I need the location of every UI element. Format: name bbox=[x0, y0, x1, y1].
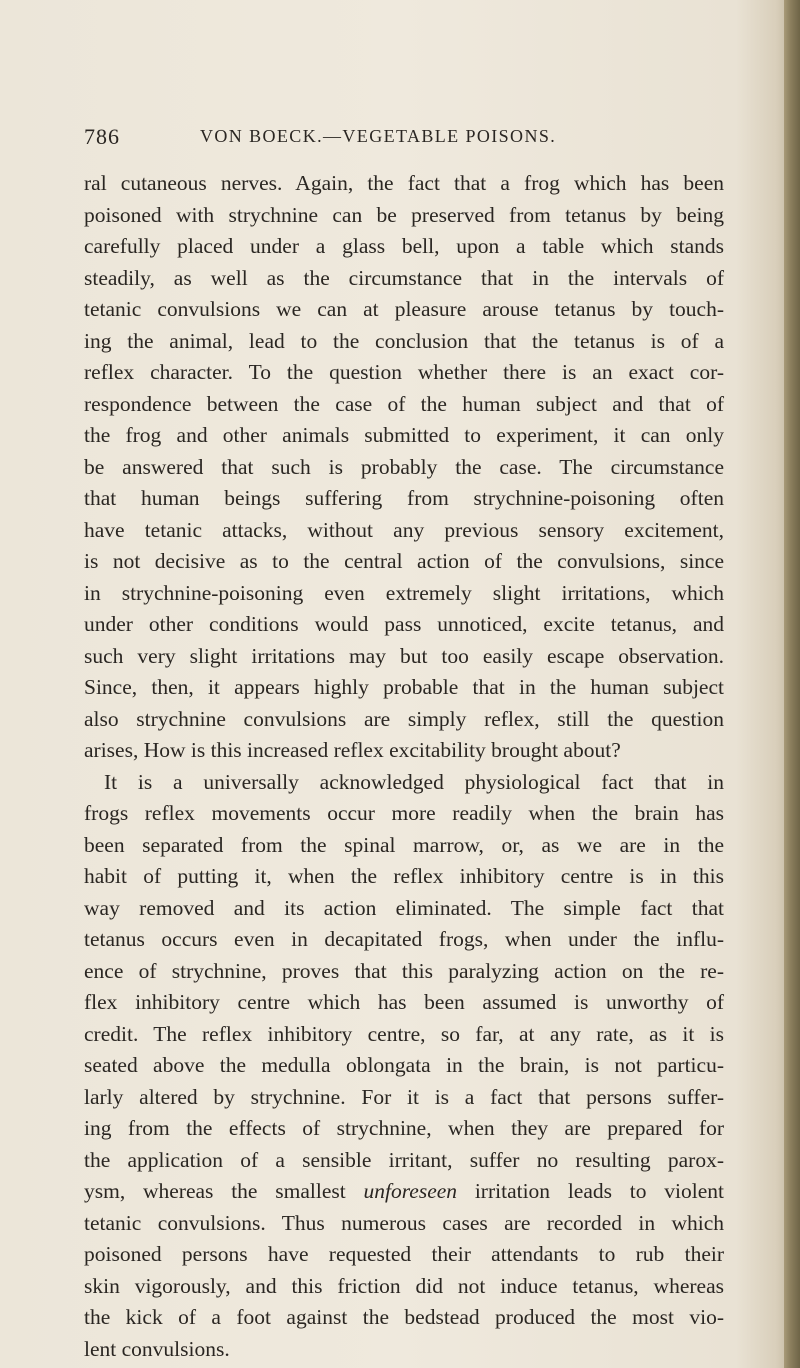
text-segment: ysm, whereas the smallest bbox=[84, 1179, 364, 1203]
text-line: under other conditions would pass unnoticed, excite tetanus, and bbox=[84, 612, 724, 636]
text-line: poisoned persons have requested their attendants to rub their bbox=[84, 1242, 724, 1266]
text-line: ing from the effects of strychnine, when they are prepared for bbox=[84, 1116, 724, 1140]
text-line: be answered that such is probably the case. The circumstance bbox=[84, 454, 724, 479]
text-line: reflex character. To the question whether there is an exact cor- bbox=[84, 360, 724, 384]
text-segment: irritation leads to violent bbox=[457, 1179, 724, 1203]
text-line: have tetanic attacks, without any previous sensory excitement, bbox=[84, 517, 724, 542]
text-line: skin vigorously, and this friction did not induce tetanus, whereas bbox=[84, 1273, 724, 1298]
text-line: poisoned with strychnine can be preserved from tetanus by being bbox=[84, 202, 724, 227]
text-line: way removed and its action eliminated. The simple fact that bbox=[84, 895, 724, 920]
text-line: carefully placed under a glass bell, upon a table which stands bbox=[84, 234, 724, 258]
text-line: habit of putting it, when the reflex inhibitory centre is in this bbox=[84, 864, 724, 888]
text-line: larly altered by strychnine. For it is a fact that persons suffer- bbox=[84, 1084, 724, 1109]
text-line: ral cutaneous nerves. Again, the fact that a frog which has been bbox=[84, 171, 724, 195]
text-line: ing the animal, lead to the conclusion that the tetanus is of a bbox=[84, 328, 724, 353]
text-line: the application of a sensible irritant, suffer no resulting parox- bbox=[84, 1147, 724, 1172]
text-line: been separated from the spinal marrow, or, as we are in the bbox=[84, 832, 724, 857]
text-line-with-italic bbox=[84, 1176, 724, 1208]
text-line: ence of strychnine, proves that this paralyzing action on the re- bbox=[84, 958, 724, 983]
text-line: frogs reflex movements occur more readily when the brain has bbox=[84, 801, 724, 825]
running-title: VON BOECK.—VEGETABLE POISONS. bbox=[200, 126, 557, 146]
italic-emphasis: unforeseen bbox=[363, 1179, 458, 1203]
text-line: tetanic convulsions. Thus numerous cases are recorded in which bbox=[84, 1210, 724, 1235]
text-line: Since, then, it appears highly probable that in the human subject bbox=[84, 675, 724, 699]
text-line: flex inhibitory centre which has been assumed is unworthy of bbox=[84, 990, 724, 1014]
text-line: seated above the medulla oblongata in the brain, is not particu- bbox=[84, 1053, 724, 1077]
text-line: that human beings suffering from strychnine-poisoning often bbox=[84, 486, 724, 510]
text-line: respondence between the case of the human subject and that of bbox=[84, 391, 724, 416]
running-head bbox=[84, 124, 724, 158]
text-line: credit. The reflex inhibitory centre, so far, at any rate, as it is bbox=[84, 1021, 724, 1046]
text-line: tetanus occurs even in decapitated frogs, when under the influ- bbox=[84, 927, 724, 951]
text-line: is not decisive as to the central action of the convulsions, since bbox=[84, 549, 724, 573]
text-line: steadily, as well as the circumstance that in the intervals of bbox=[84, 265, 724, 290]
body-text bbox=[84, 168, 724, 1365]
text-line: such very slight irritations may but too easily escape observation. bbox=[84, 643, 724, 668]
page-number: 786 bbox=[84, 124, 120, 149]
text-line: lent convulsions. bbox=[84, 1336, 230, 1361]
text-line: arises, How is this increased reflex excitability brought about? bbox=[84, 738, 621, 762]
paragraph-start-line: It is a universally acknowledged physiological fact that in bbox=[104, 769, 724, 794]
text-line: the frog and other animals submitted to experiment, it can only bbox=[84, 423, 724, 447]
book-spine-edge bbox=[784, 0, 800, 1368]
text-line: also strychnine convulsions are simply reflex, still the question bbox=[84, 706, 724, 731]
text-line: tetanic convulsions we can at pleasure arouse tetanus by touch- bbox=[84, 297, 724, 321]
text-line: in strychnine-poisoning even extremely slight irritations, which bbox=[84, 580, 724, 605]
text-line: the kick of a foot against the bedstead produced the most vio- bbox=[84, 1305, 724, 1329]
